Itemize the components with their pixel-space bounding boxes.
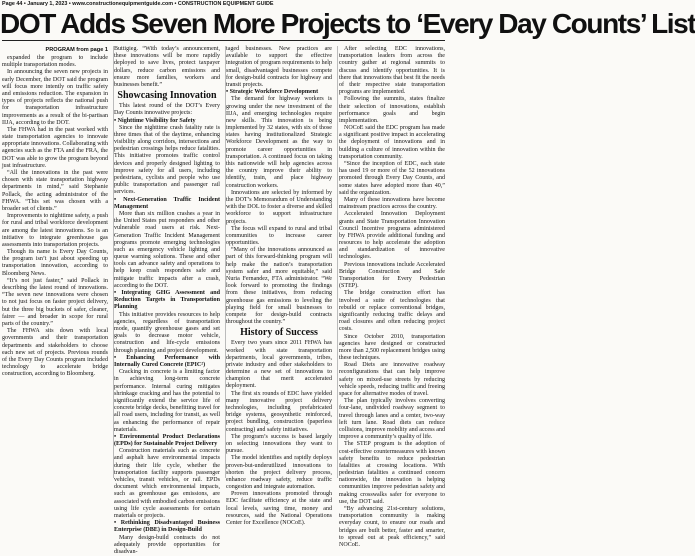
body-paragraph: Many design-build contracts do not adequately provide opportunities for disadvan- <box>114 534 220 555</box>
body-paragraph: Though its name is Every Day Counts, the program isn’t just about speeding up transportation innovation, according to Bloomberg News. <box>2 249 108 277</box>
body-paragraph: Road Diets are innovative roadway reconfigurations that can help improve safety on mixed-use streets by reducing vehicle speeds, reducing traffic and freeing space for alternative modes of travel. <box>339 362 445 397</box>
body-paragraph: The STEP program is the adoption of cost-effective countermeasures with known safety benefits to reduce pedestrian fatalities at crossing locations. With pedestrian fatalities a continued concern nationwide, the innovation is helping communities improve pedestrian safety and making crosswalks safer for everyone to use, the DOT said. <box>339 441 445 505</box>
body-paragraph: The plan typically involves converting four-lane, undivided roadway segment to travel through lanes and a center, two-way left turn lane. Road diets can reduce collisions, improve mobility and access and improve a community’s quality of life. <box>339 398 445 441</box>
continued-from-label: PROGRAM from page 1 <box>45 47 108 53</box>
body-paragraph: The demand for highway workers is growing under the new investment of the IIJA, and emerging technologies require new skills. This innovation is being implemented by 32 states, with six of those states having institutionalized Strategic Workforce Development as the way to promote career opportunities in transportation. A continued focus on taking this nationwide will help agencies across the country improve their ability to identify, train, and place highway construction workers. <box>226 96 332 189</box>
column-4 <box>339 46 445 548</box>
body-paragraph: Since October 2010, transportation agencies have designed or constructed more than 2,500 replacement bridges using these techniques. <box>339 333 445 362</box>
item-subheading: • Strategic Workforce Development <box>226 89 319 96</box>
item-subheading: • Integrating GHG Assessment and Reduction Targets in Transportation Planning <box>114 290 220 311</box>
body-paragraph: Many of these innovations have become mainstream practices across the country. <box>339 196 445 211</box>
body-paragraph: The bridge construction effort has involved a suite of technologies that rebuild or replace conventional bridges, significantly reducing traffic delays and road closures and often reducing project costs. <box>339 290 445 333</box>
body-paragraph: Previous innovations include Accelerated Bridge Construction and Safe Transportation for Every Pedestrian (STEP). <box>339 261 445 290</box>
body-paragraph: The FHWA sits down with local governments and their transportation departments and stakeholders to choose each new set of projects. Previous rounds of the Every Day Counts program included technology to accelerate bridge construction, according to Bloomberg. <box>2 328 108 378</box>
item-subheading: • Environmental Product Declarations (EPDs) for Sustainable Project Delivery <box>114 433 220 448</box>
body-paragraph: “By advancing 21st-century solutions, transportation community is making everyday count, to ensure our roads and bridges are built better, faster and smarter, to spread out at peak efficiency,” said NOCoE. <box>339 506 445 548</box>
item-subheading: • Next-Generation Traffic Incident Management <box>114 196 220 210</box>
body-paragraph: More than six million crashes a year in the United States put responders and other vulnerable road users at risk. Next-Generation Traffic Incident Management programs promote emerging technologies such as emergency vehicle lighting and queue warning solutions. These and other tools can advance safety and operations to help keep crash responders safe and mitigate traffic impacts after a crash, according to the DOT. <box>114 210 220 289</box>
article-columns <box>2 46 445 555</box>
column-2 <box>114 46 220 555</box>
body-paragraph: Construction materials such as concrete and asphalt have environmental impacts during their life cycle, whether the transportation facility supports passenger vehicles, transit vehicles, or rail. EPDs document which environmental impacts, such as greenhouse gas emissions, are associated with embodied carbon emissions using life cycle assessments for certain materials or projects. <box>114 448 220 519</box>
body-paragraph: Every two years since 2011 FHWA has worked with state transportation departments, local governments, tribes, private industry and other stakeholders to determine a new set of innovations to champion that merit accelerated deployment. <box>226 340 332 390</box>
body-paragraph: taged businesses. New practices are available to support the effective integration of program requirements to help small, disadvantaged businesses compete for design-build contracts for highway and transit projects. <box>226 46 332 88</box>
body-paragraph: The model identifies and rapidly deploys proven-but-underutilized innovations to shorten the project delivery process, enhance roadway safety, reduce traffic congestion and integrate automation. <box>226 455 332 491</box>
body-paragraph: “Since the inception of EDC, each state has used 19 or more of the 52 innovations promoted through Every Day Counts, and some states have adopted more than 40,” said the organization. <box>339 161 445 196</box>
body-paragraph: The program’s success is based largely on selecting innovations they want to pursue. <box>226 433 332 455</box>
body-paragraph: The FHWA had in the past worked with state transportation agencies to innovate appropriate innovations. Collaborating with agencies such as the FTA and the FRA, the DOT was able to grow the program beyond just infrastructure. <box>2 126 108 169</box>
body-paragraph: Improvements to nighttime safety, a push for rural and tribal workforce development are among the latest innovations. So is an initiative to integrate greenhouse gas assessments into transportation projects. <box>2 213 108 248</box>
section-heading: History of Success <box>240 327 318 339</box>
body-paragraph: expanded the program to include multiple transportation modes. <box>2 55 108 69</box>
page-folio: Page 44 • January 1, 2023 • www.constructionequipmentguide.com • CONSTRUCTION EQUIPMENT GUIDE <box>2 1 274 7</box>
column-3 <box>226 46 332 527</box>
item-subheading: • Rethinking Disadvantaged Business Enterprise (DBE) in Design-Build <box>114 520 220 534</box>
body-paragraph: Cracking in concrete is a limiting factor in achieving long-term concrete performance. Internal curing mitigates shrinkage cracking and has the potential to significantly extend the service life of concrete bridge decks, benefitting travel for all road users, including for transit, as well as enhancing the performance of repair materials. <box>114 369 220 433</box>
body-paragraph: This latest round of the DOT’s Every Day Counts innovative projects: <box>114 103 220 117</box>
headline: DOT Adds Seven More Projects to ‘Every Day Counts’ List <box>0 8 695 39</box>
column-1 <box>2 46 108 478</box>
headline-rule <box>2 40 445 41</box>
item-subheading: • Nighttime Visibility for Safety <box>114 117 196 124</box>
body-paragraph: Following the summits, states finalize their selection of innovations, establish performance goals and begin implementation. <box>339 96 445 124</box>
body-paragraph: This initiative provides resources to help agencies, regardless of transportation mode, quantify greenhouse gases and set goals to decrease motor vehicle, construction and life-cycle emissions through planning and project development. <box>114 311 220 354</box>
body-paragraph: Since the nighttime crash fatality rate is three times that of the daytime, enhancing visibility along corridors, intersections and pedestrian crossings helps reduce fatalities. This initiative promotes traffic control devices and properly designed lighting to improve safety for all users, including pedestrians, cyclists and people who use public transportation and passenger rail services. <box>114 124 220 196</box>
item-subheading: • Enhancing Performance with Internally Cured Concrete (EPIC²) <box>114 354 220 368</box>
body-paragraph: Innovations are selected by informed by the DOT’s Memorandum of Understanding with the DOL to foster a diverse and skilled workforce to support infrastructure projects. <box>226 189 332 225</box>
body-paragraph: Accelerated Innovation Deployment grants and State Transportation Innovation Council Incentive programs administered by FHWA provide additional funding and resources to help accelerate the adoption and standardization of innovative technologies. <box>339 211 445 261</box>
section-heading: Showcasing Innovation <box>117 90 217 102</box>
body-paragraph: In announcing the seven new projects in early December, the DOT said the program will focus more intently on traffic safety and emissions reduction. The expansion in types of projects reflects the national push for transportation infrastructure improvements as a result of the bi-partisan IIJA, according to the DOT. <box>2 69 108 126</box>
body-paragraph: The focus will expand to rural and tribal communities to increase career opportunities. <box>226 225 332 247</box>
body-paragraph: “All the innovations in the past were chosen with state transportation highway departments in mind,” said Stephanie Pollack, the acting administrator of the FHWA. “This set was chosen with a broader set of clients.” <box>2 170 108 212</box>
body-paragraph: Buttigieg. “With today’s announcement, these innovations will be more rapidly deployed to save lives, protect taxpayer dollars, reduce carbon emissions and ensure more families, workers and businesses benefit.” <box>114 46 220 88</box>
body-paragraph: “It’s not just faster,” said Pollack in describing the latest round of innovations. “The seven new innovations were chosen to not just focus on faster project delivery, but the three big buckets of safer, cleaner, fairer — and broader in scope for rural parts of the country.” <box>2 277 108 327</box>
column-divider <box>337 46 338 478</box>
body-paragraph: After selecting EDC innovations, transportation leaders from across the country gather at regional summits to discuss and identify opportunities. It is there that innovations that best fit the needs of their respective state transportation programs are implemented. <box>339 46 445 96</box>
body-paragraph: “Many of the innovations announced as part of this forward-thinking program will help make the nation’s transportation system safer and more equitable,” said Nuria Fernandez, FTA administrator. “We look forward to promoting the findings from these initiatives, from reducing greenhouse gas emissions to leveling the playing field for small businesses to compete for design-build contracts throughout the country.” <box>226 247 332 326</box>
body-paragraph: The first six rounds of EDC have yielded many innovative project delivery technologies, including prefabricated bridge systems, geosynthetic reinforced, project bundling, construction (paperless contracting) and safety initiatives. <box>226 390 332 433</box>
body-paragraph: Proven innovations promoted through EDC facilitate efficiency at the state and local levels, saving time, money and resources, said the National Operations Center for Excellence (NOCoE). <box>226 491 332 527</box>
body-paragraph: NOCoE said the EDC program has made a significant positive impact in accelerating the deployment of innovations and in building a culture of innovation within the transportation community. <box>339 125 445 160</box>
